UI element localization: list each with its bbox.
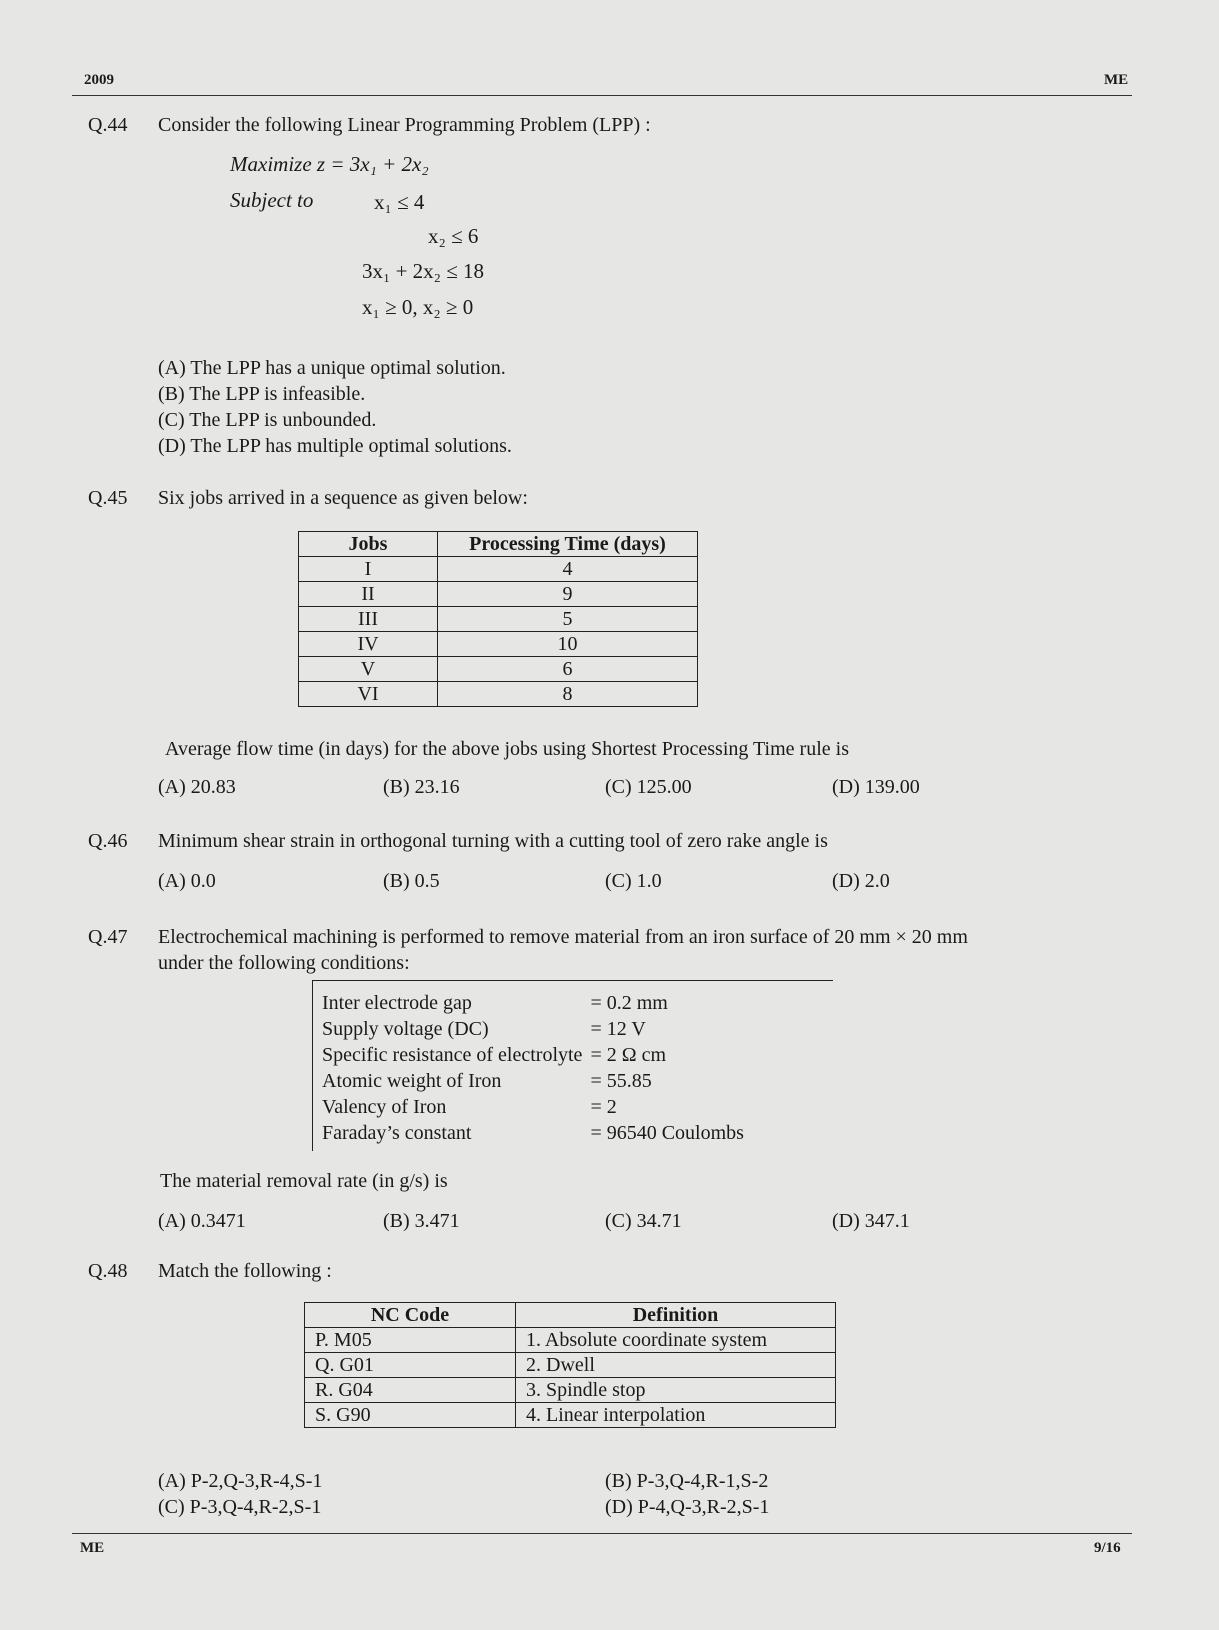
footer-page-number: 9/16 [1094, 1540, 1121, 1556]
q47-question: The material removal rate (in g/s) is [160, 1170, 448, 1192]
q47-value: = 2 Ω cm [590, 1044, 667, 1066]
q45-time: 5 [438, 607, 698, 632]
q45-time: 8 [438, 682, 698, 707]
q48-option-a: (A) P-2,Q-3,R-4,S-1 [158, 1470, 323, 1492]
q45-question: Average flow time (in days) for the above jobs using Shortest Processing Time rule is [165, 738, 849, 760]
q48-code: Q. G01 [305, 1353, 516, 1378]
q47-param: Faraday’s constant [322, 1122, 472, 1144]
q48-code: P. M05 [305, 1328, 516, 1353]
q46-option-a: (A) 0.0 [158, 870, 216, 892]
q47-value: = 2 [590, 1096, 617, 1118]
q44-number: Q.44 [88, 114, 128, 136]
q47-line1: Electrochemical machining is performed to remove material from an iron surface of 20 mm × 20 mm [158, 926, 968, 948]
header-rule [72, 95, 1132, 96]
q47-value: = 0.2 mm [590, 992, 668, 1014]
table-row [318, 1120, 748, 1146]
table-row [299, 607, 698, 632]
q44-constraint-3: 3x₁ + 2x₂ ≤ 18 [362, 259, 485, 283]
q48-option-d: (D) P-4,Q-3,R-2,S-1 [605, 1496, 770, 1518]
q48-match-table [304, 1302, 836, 1428]
q45-job: III [299, 607, 438, 632]
q48-code: S. G90 [305, 1403, 516, 1428]
footer-rule [72, 1533, 1132, 1534]
q47-option-c: (C) 34.71 [605, 1210, 682, 1232]
table-row [299, 657, 698, 682]
q45-time: 6 [438, 657, 698, 682]
q47-option-b: (B) 3.471 [383, 1210, 460, 1232]
q47-value: = 96540 Coulombs [590, 1122, 744, 1144]
q48-definition: 4. Linear interpolation [516, 1403, 836, 1428]
q47-param: Atomic weight of Iron [322, 1070, 502, 1092]
q45-time: 9 [438, 582, 698, 607]
footer-paper: ME [80, 1540, 105, 1556]
header-paper: ME [1104, 72, 1129, 88]
q46-option-c: (C) 1.0 [605, 870, 662, 892]
q45-job: II [299, 582, 438, 607]
table-row [305, 1328, 836, 1353]
q45-job: I [299, 557, 438, 582]
q44-objective: Maximize z = 3x₁ + 2x₂ [230, 152, 429, 176]
table-row [318, 1094, 748, 1120]
q48-number: Q.48 [88, 1260, 128, 1282]
q48-option-b: (B) P-3,Q-4,R-1,S-2 [605, 1470, 769, 1492]
q45-option-a: (A) 20.83 [158, 776, 236, 798]
q46-option-b: (B) 0.5 [383, 870, 440, 892]
table-row [299, 557, 698, 582]
q44-text: Consider the following Linear Programming Problem (LPP) : [158, 114, 651, 136]
table-row [318, 1016, 748, 1042]
table-row [318, 990, 748, 1016]
q47-param: Supply voltage (DC) [322, 1018, 489, 1040]
q48-definition: 3. Spindle stop [516, 1378, 836, 1403]
q47-value: = 55.85 [590, 1070, 652, 1092]
q44-option-a: (A) The LPP has a unique optimal solution. [158, 357, 506, 379]
q47-line2: under the following conditions: [158, 952, 410, 974]
q45-job: VI [299, 682, 438, 707]
q45-job: V [299, 657, 438, 682]
q47-param: Inter electrode gap [322, 992, 472, 1014]
q44-option-b: (B) The LPP is infeasible. [158, 383, 366, 405]
q45-number: Q.45 [88, 487, 128, 509]
q47-conditions-table [318, 990, 748, 1146]
q47-value: = 12 V [590, 1018, 646, 1040]
q45-option-b: (B) 23.16 [383, 776, 460, 798]
q47-param: Valency of Iron [322, 1096, 447, 1118]
q45-jobs-table [298, 531, 698, 707]
table-row [299, 582, 698, 607]
q47-option-d: (D) 347.1 [832, 1210, 910, 1232]
q48-header-code: NC Code [305, 1303, 516, 1328]
header-year: 2009 [84, 72, 114, 88]
table-row [305, 1378, 836, 1403]
table-row [305, 1353, 836, 1378]
table-row [305, 1403, 836, 1428]
q45-option-c: (C) 125.00 [605, 776, 692, 798]
q46-option-d: (D) 2.0 [832, 870, 890, 892]
q48-text: Match the following : [158, 1260, 332, 1282]
q48-header-definition: Definition [516, 1303, 836, 1328]
q47-option-a: (A) 0.3471 [158, 1210, 246, 1232]
q44-constraint-2: x₂ ≤ 6 [428, 224, 479, 248]
q48-option-c: (C) P-3,Q-4,R-2,S-1 [158, 1496, 322, 1518]
q48-definition: 1. Absolute coordinate system [516, 1328, 836, 1353]
q45-time: 4 [438, 557, 698, 582]
table-row [299, 682, 698, 707]
q44-constraint-1: x₁ ≤ 4 [374, 190, 425, 214]
table-row [318, 1068, 748, 1094]
q48-code: R. G04 [305, 1378, 516, 1403]
q45-job: IV [299, 632, 438, 657]
table-row [318, 1042, 748, 1068]
q47-number: Q.47 [88, 926, 128, 948]
q46-text: Minimum shear strain in orthogonal turning with a cutting tool of zero rake angle is [158, 830, 828, 852]
q44-constraint-4: x₁ ≥ 0, x₂ ≥ 0 [362, 295, 474, 319]
q45-text: Six jobs arrived in a sequence as given below: [158, 487, 528, 509]
q46-number: Q.46 [88, 830, 128, 852]
q45-option-d: (D) 139.00 [832, 776, 920, 798]
q44-subject-label: Subject to [230, 188, 314, 212]
q47-param: Specific resistance of electrolyte [322, 1044, 583, 1066]
q44-option-d: (D) The LPP has multiple optimal solutions. [158, 435, 512, 457]
q48-definition: 2. Dwell [516, 1353, 836, 1378]
table-row [299, 632, 698, 657]
q45-header-jobs: Jobs [299, 532, 438, 557]
q45-time: 10 [438, 632, 698, 657]
q45-header-time: Processing Time (days) [438, 532, 698, 557]
q44-option-c: (C) The LPP is unbounded. [158, 409, 377, 431]
